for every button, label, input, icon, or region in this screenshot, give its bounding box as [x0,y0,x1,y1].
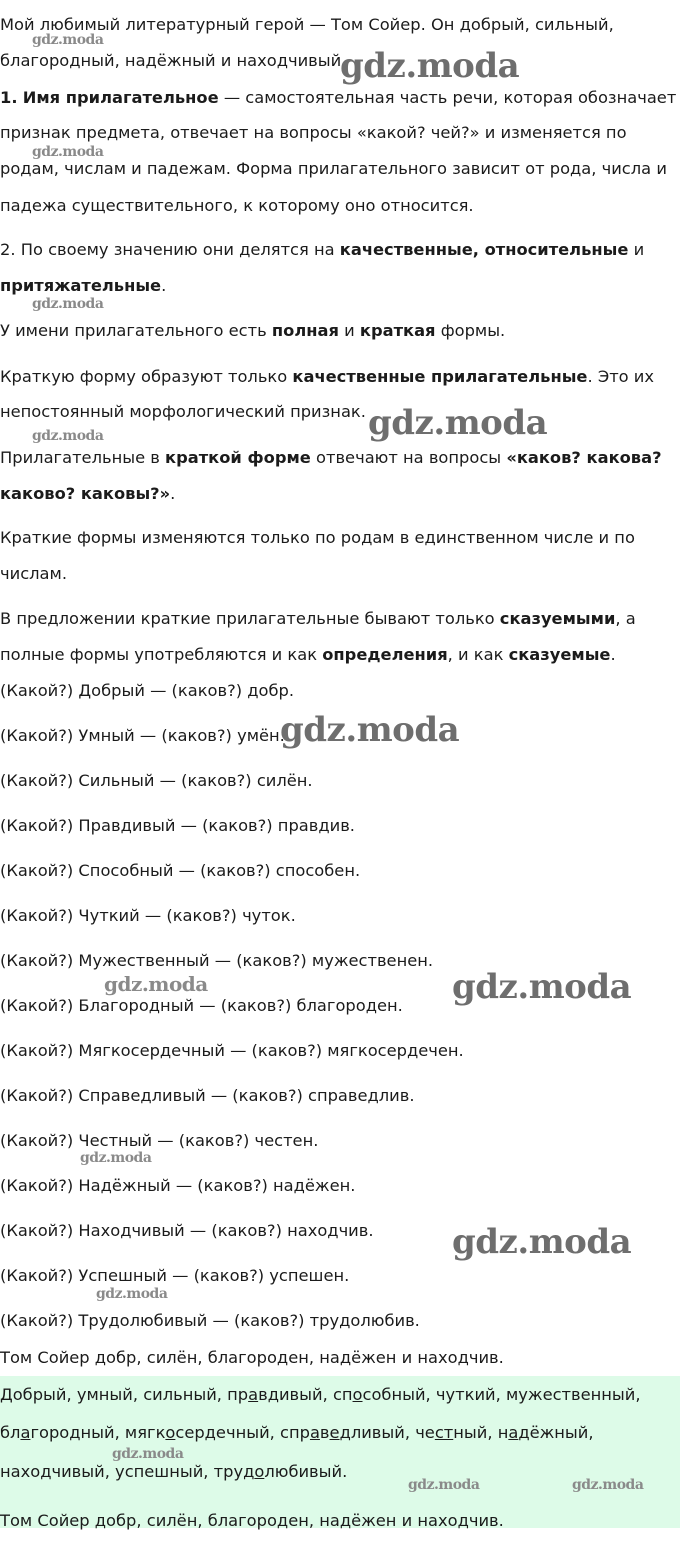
pair-line: (Какой?) Сильный — (каков?) силён. [0,771,313,790]
rule-1-line-4: падежа существительного, к которому оно относится. [0,196,474,215]
intro-line-1: Мой любимый литературный герой — Том Сойер. Он добрый, сильный, [0,15,614,34]
answer-line-3: находчивый, успешный, трудолюбивый. [0,1462,348,1481]
pair-line: (Какой?) Чуткий — (каков?) чуток. [0,906,296,925]
pair-line: (Какой?) Надёжный — (каков?) надёжен. [0,1176,356,1195]
watermark: gdz.moda [32,428,104,444]
watermark: gdz.moda [280,710,460,750]
summary-line: Том Сойер добр, силён, благороден, надёжен и находчив. [0,1348,504,1367]
rule-4-line-1: Краткую форму образуют только качественные прилагательные. Это их [0,367,655,386]
rule-6-line-2: числам. [0,564,67,583]
answer-summary: Том Сойер добр, силён, благороден, надёжен и находчив. [0,1511,504,1530]
rule-1-line-1: 1. Имя прилагательное — самостоятельная часть речи, которая обозначает [0,88,677,107]
watermark: gdz.moda [32,32,104,48]
rule-4-line-2: непостоянный морфологический признак. [0,402,366,421]
pair-line: (Какой?) Благородный — (каков?) благороден. [0,996,403,1015]
watermark: gdz.moda [80,1150,152,1166]
pair-line: (Какой?) Трудолюбивый — (каков?) трудолюбив. [0,1311,420,1330]
answer-line-1: Добрый, умный, сильный, правдивый, способный, чуткий, мужественный, [0,1385,641,1404]
rule-2-line-1: 2. По своему значению они делятся на качественные, относительные и [0,240,645,259]
pair-line: (Какой?) Честный — (каков?) честен. [0,1131,319,1150]
rule-5-line-1: Прилагательные в краткой форме отвечают на вопросы «каков? какова? [0,448,662,467]
rule-5-line-2: каково? каковы?». [0,484,176,503]
watermark: gdz.moda [452,1222,632,1262]
pair-line: (Какой?) Способный — (каков?) способен. [0,861,361,880]
watermark: gdz.moda [368,403,548,443]
rule-2-line-2: притяжательные. [0,276,167,295]
pair-line: (Какой?) Мужественный — (каков?) мужественен. [0,951,434,970]
pair-line: (Какой?) Успешный — (каков?) успешен. [0,1266,350,1285]
rule-1-line-2: признак предмета, отвечает на вопросы «какой? чей?» и изменяется по [0,123,627,142]
rule-6-line-1: Краткие формы изменяются только по родам в единственном числе и по [0,528,635,547]
watermark: gdz.moda [572,1477,644,1493]
rule-3: У имени прилагательного есть полная и краткая формы. [0,321,506,340]
answer-line-2: благородный, мягкосердечный, справедливый, честный, надёжный, [0,1423,594,1442]
watermark: gdz.moda [96,1286,168,1302]
intro-line-2: благородный, надёжный и находчивый. [0,51,347,70]
pair-line: (Какой?) Правдивый — (каков?) правдив. [0,816,355,835]
rule-1-line-3: родам, числам и падежам. Форма прилагательного зависит от рода, числа и [0,159,667,178]
watermark: gdz.moda [32,144,104,160]
rule-7-line-2: полные формы употребляются и как определения, и как сказуемые. [0,645,616,664]
watermark: gdz.moda [340,46,520,86]
pair-line: (Какой?) Умный — (каков?) умён. [0,726,285,745]
watermark: gdz.moda [32,296,104,312]
pair-line: (Какой?) Мягкосердечный — (каков?) мягкосердечен. [0,1041,464,1060]
pair-line: (Какой?) Находчивый — (каков?) находчив. [0,1221,374,1240]
pair-line: (Какой?) Справедливый — (каков?) справедлив. [0,1086,415,1105]
watermark: gdz.moda [408,1477,480,1493]
watermark: gdz.moda [104,972,208,996]
watermark: gdz.moda [452,967,632,1007]
rule-7-line-1: В предложении краткие прилагательные бывают только сказуемыми, а [0,609,636,628]
pair-line: (Какой?) Добрый — (каков?) добр. [0,681,295,700]
watermark: gdz.moda [112,1446,184,1462]
